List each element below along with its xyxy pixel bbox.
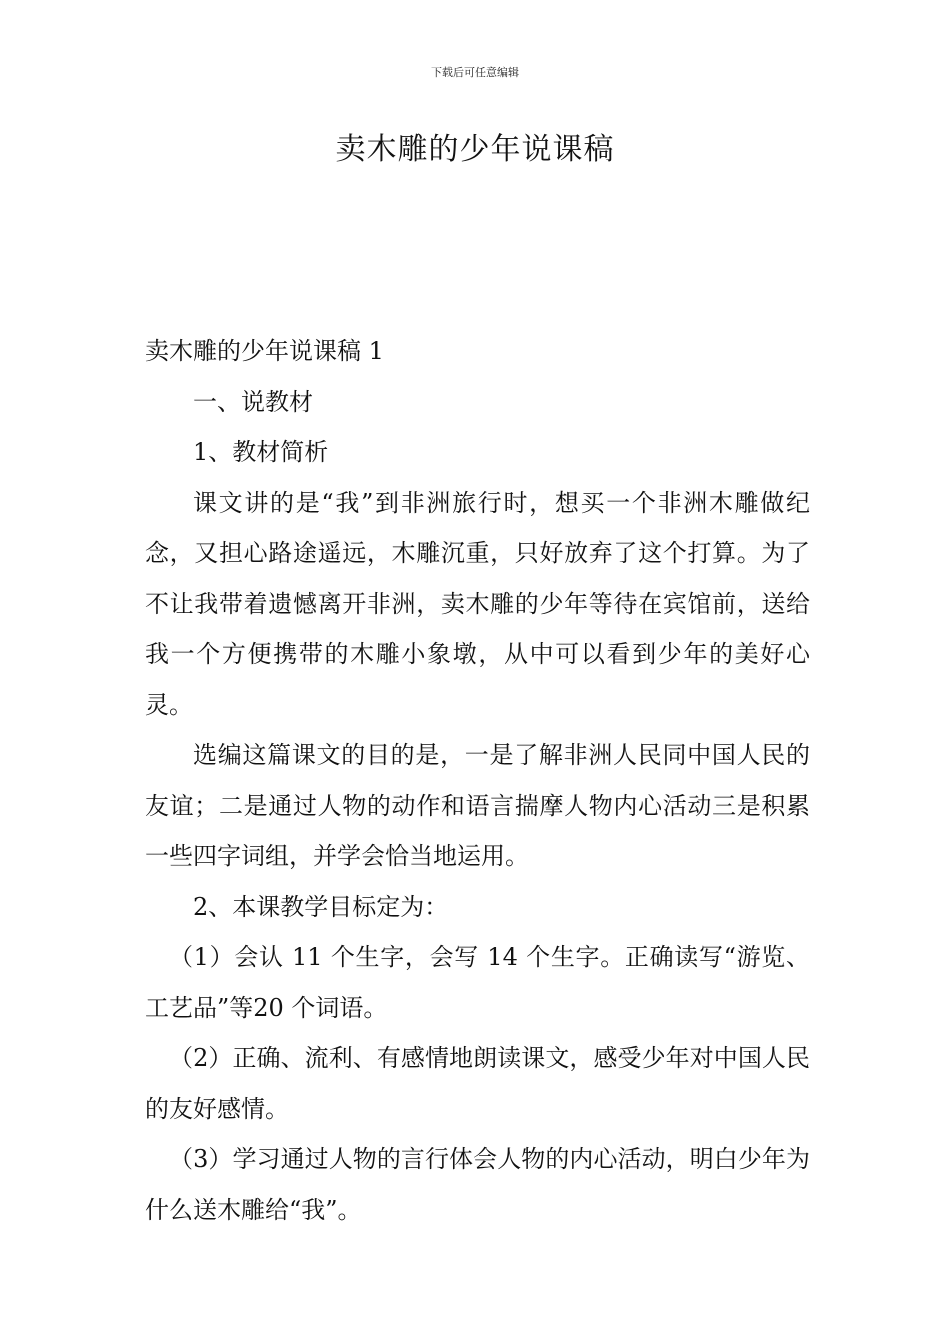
document-title: 卖木雕的少年说课稿 xyxy=(335,132,615,167)
goal-item-3: （3）学习通过人物的言行体会人物的内心活动，明白少年为什么送木雕给“我”。 xyxy=(145,1145,810,1224)
goal-item-2: （2）正确、流利、有感情地朗读课文，感受少年对中国人民的友好感情。 xyxy=(145,1044,810,1123)
subheading-material-analysis: 1、教材简析 xyxy=(193,438,329,466)
download-note: 下载后可任意编辑 xyxy=(431,66,519,79)
subheading-teaching-goals: 2、本课教学目标定为： xyxy=(193,892,449,921)
goal-item-1: （1）会认 11 个生字，会写 14 个生字。正确读写“游览、工艺品”等20 个词语。 xyxy=(145,943,810,1022)
heading-teaching-material: 一、说教材 xyxy=(193,387,313,416)
section-title: 卖木雕的少年说课稿 1 xyxy=(145,337,384,365)
paragraph-selection-purpose: 选编这篇课文的目的是，一是了解非洲人民同中国人民的友谊；二是通过人物的动作和语言揣摩人物内心活动三是积累一些四字词组，并学会恰当地运用。 xyxy=(145,741,810,870)
paragraph-story-summary: 课文讲的是“我”到非洲旅行时，想买一个非洲木雕做纪念，又担心路途遥远，木雕沉重，只好放弃了这个打算。为了不让我带着遗憾离开非洲，卖木雕的少年等待在宾馆前，送给我一个方便携带的木雕小象墩，从中可以看到少年的美好心灵。 xyxy=(145,488,810,719)
document-body xyxy=(145,326,810,1235)
